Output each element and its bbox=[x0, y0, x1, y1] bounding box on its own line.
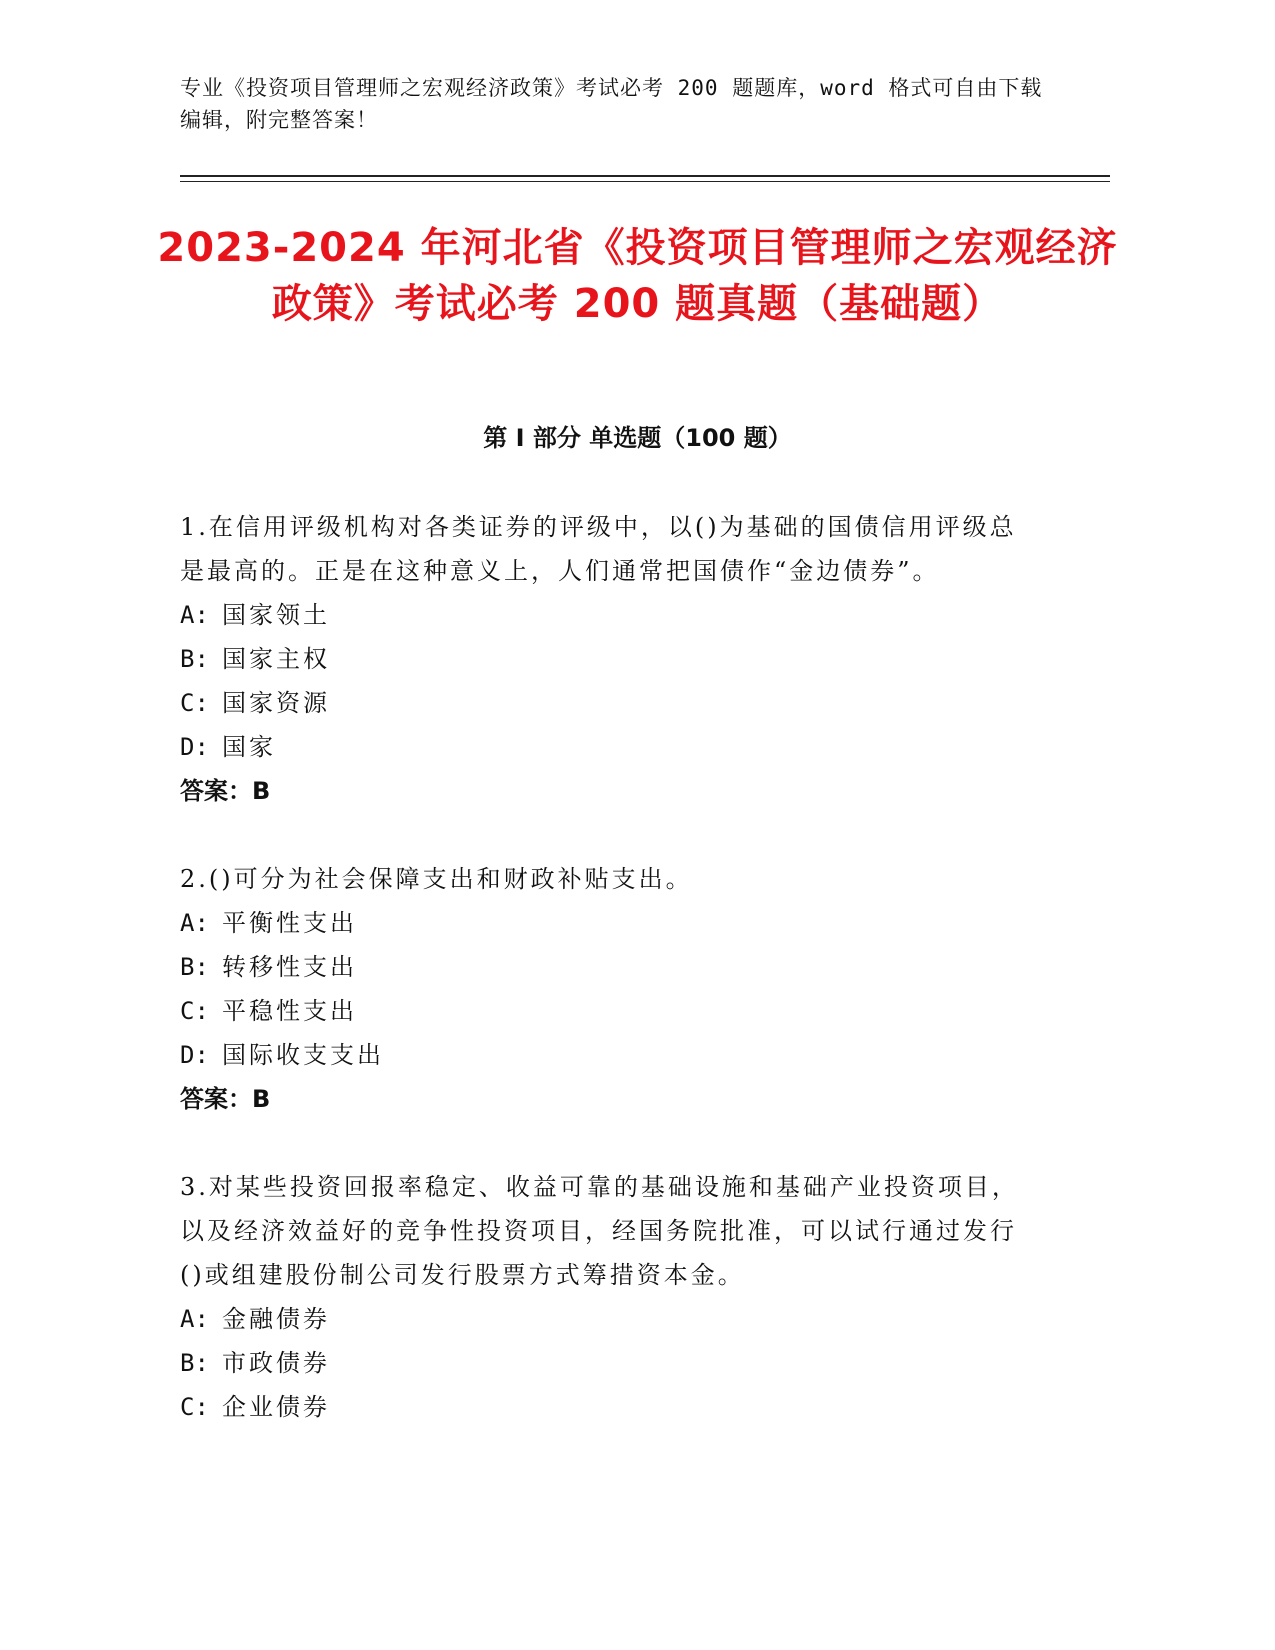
option-letter: A: bbox=[180, 601, 209, 629]
answer-option bbox=[180, 593, 1040, 637]
option-text: 转移性支出 bbox=[222, 953, 357, 981]
answer-option bbox=[180, 901, 1040, 945]
answer-option bbox=[180, 1297, 1040, 1341]
question-stem: 1.在信用评级机构对各类证券的评级中，以()为基础的国债信用评级总是最高的。正是在这种意义上，人们通常把国债作“金边债券”。 bbox=[180, 513, 1017, 585]
option-text: 国家资源 bbox=[222, 689, 330, 717]
option-letter: A: bbox=[180, 1305, 209, 1333]
option-text: 国家领土 bbox=[222, 601, 330, 629]
option-letter: D: bbox=[180, 733, 209, 761]
option-letter: C: bbox=[180, 997, 209, 1025]
option-text: 市政债券 bbox=[222, 1349, 330, 1377]
header-note: 专业《投资项目管理师之宏观经济政策》考试必考 200 题题库，word 格式可自由下载编辑，附完整答案！ bbox=[180, 76, 1043, 132]
answer-option bbox=[180, 681, 1040, 725]
answer-option bbox=[180, 1033, 1040, 1077]
question-stem: 2.()可分为社会保障支出和财政补贴支出。 bbox=[180, 865, 693, 893]
answer-option bbox=[180, 1341, 1040, 1385]
answer-option bbox=[180, 725, 1040, 769]
option-text: 国家 bbox=[222, 733, 276, 761]
answer-option bbox=[180, 945, 1040, 989]
option-text: 国际收支支出 bbox=[222, 1041, 384, 1069]
option-text: 企业债券 bbox=[222, 1393, 330, 1421]
answer-option bbox=[180, 1385, 1040, 1429]
option-letter: B: bbox=[180, 953, 209, 981]
header-divider-thin bbox=[180, 181, 1110, 182]
section-title: 第 I 部分 单选题（100 题） bbox=[483, 424, 792, 452]
answer-option bbox=[180, 637, 1040, 681]
question-item bbox=[180, 857, 1040, 1121]
option-text: 平稳性支出 bbox=[222, 997, 357, 1025]
option-letter: D: bbox=[180, 1041, 209, 1069]
answer-key: 答案：B bbox=[180, 777, 271, 805]
option-text: 金融债券 bbox=[222, 1305, 330, 1333]
option-text: 国家主权 bbox=[222, 645, 330, 673]
option-letter: C: bbox=[180, 1393, 209, 1421]
answer-key: 答案：B bbox=[180, 1085, 271, 1113]
question-item bbox=[180, 505, 1040, 813]
option-letter: A: bbox=[180, 909, 209, 937]
question-stem: 3.对某些投资回报率稳定、收益可靠的基础设施和基础产业投资项目，以及经济效益好的竞争性投资项目，经国务院批准，可以试行通过发行()或组建股份制公司发行股票方式筹措资本金。 bbox=[180, 1173, 1019, 1289]
answer-option bbox=[180, 989, 1040, 1033]
option-text: 平衡性支出 bbox=[222, 909, 357, 937]
option-letter: C: bbox=[180, 689, 209, 717]
document-title: 2023-2024 年河北省《投资项目管理师之宏观经济政策》考试必考 200 题真题（基础题） bbox=[157, 225, 1118, 327]
question-list bbox=[180, 505, 1040, 1473]
option-letter: B: bbox=[180, 645, 209, 673]
header-divider-thick bbox=[180, 175, 1110, 177]
option-letter: B: bbox=[180, 1349, 209, 1377]
question-item bbox=[180, 1165, 1040, 1429]
